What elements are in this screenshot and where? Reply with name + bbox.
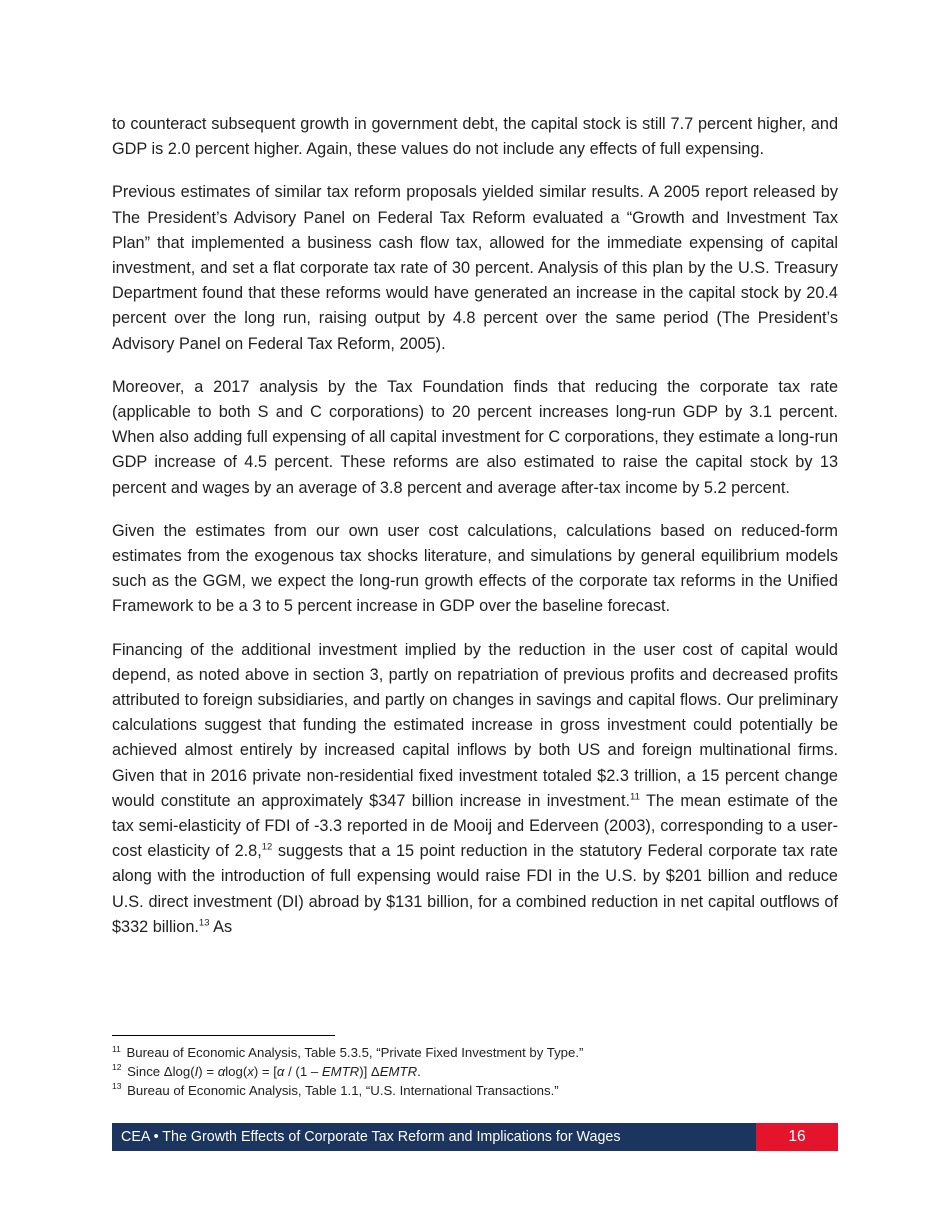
paragraph-3: Moreover, a 2017 analysis by the Tax Foundation finds that reducing the corporate tax rate (applicable to both S and C corporations) to 20 percent increases long-run GDP by 3.1 percent. When also adding full expensing of all capital investment for C corporations, they estimate a long-run GDP increase of 4.5 percent. These reforms are also estimated to raise the capital stock by 13 percent and wages by an average of 3.8 percent and average after-tax income by 5.2 percent. bbox=[112, 377, 838, 497]
formula-var: α bbox=[217, 1063, 226, 1079]
footnote-number: 13 bbox=[112, 1081, 122, 1092]
formula-text: ) = bbox=[198, 1063, 218, 1079]
footnote-13 bbox=[112, 1082, 838, 1101]
formula-text: ) = [ bbox=[253, 1063, 277, 1079]
paragraph-5-text-3: suggests that a 15 point reduction in the statutory Federal corporate tax rate along with the introduction of full expensing would raise FDI in the U.S. by $201 billion and reduce U.S. direct investment (DI) abroad by $131 billion, for a combined reduction in net capital outflows of $332 billion. bbox=[112, 842, 838, 936]
formula-var: I bbox=[194, 1063, 199, 1079]
footnote-text: Bureau of Economic Analysis, Table 5.3.5, “Private Fixed Investment by Type.” bbox=[126, 1045, 584, 1060]
footnote-number: 11 bbox=[112, 1043, 121, 1054]
page-footer bbox=[112, 1123, 838, 1151]
footnotes bbox=[112, 1044, 838, 1100]
footnote-ref-12[interactable]: 12 bbox=[261, 841, 273, 853]
paragraph-1: to counteract subsequent growth in government debt, the capital stock is still 7.7 percent higher, and GDP is 2.0 percent higher. Again, these values do not include any effects of full expensing. bbox=[112, 115, 838, 159]
formula-text: )] Δ bbox=[359, 1063, 380, 1079]
formula-text: . bbox=[417, 1063, 421, 1079]
formula-var: EMTR bbox=[379, 1063, 418, 1079]
footnote-ref-13[interactable]: 13 bbox=[198, 917, 210, 929]
paragraph-5-text-4: As bbox=[209, 917, 233, 936]
formula-text: Since Δlog( bbox=[127, 1063, 195, 1079]
formula-text: log( bbox=[225, 1063, 248, 1079]
footnote-11 bbox=[112, 1044, 838, 1063]
footnote-divider bbox=[112, 1035, 335, 1036]
footnote-ref-11[interactable]: 11 bbox=[630, 791, 640, 803]
paragraph-4: Given the estimates from our own user cost calculations, calculations based on reduced-form estimates from the exogenous tax shocks literature, and simulations by general equilibrium models such as the GGM, we expect the long-run growth effects of the corporate tax reforms in the Unified Framework to be a 3 to 5 percent increase in GDP over the baseline forecast. bbox=[112, 521, 838, 616]
formula-var: α bbox=[276, 1063, 285, 1079]
paragraph-5-text-1: Financing of the additional investment implied by the reduction in the user cost of capital would depend, as noted above in section 3, partly on repatriation of previous profits and decreased profits attributed to foreign subsidiaries, and partly on changes in savings and capital flows. Our preliminary calculations suggest that funding the estimated increase in gross investment could potentially be achieved almost entirely by increased capital inflows by both US and foreign multinational firms. Given that in 2016 private non-residential fixed investment totaled $2.3 trillion, a 15 percent change would constitute an approximately $347 billion increase in investment. bbox=[112, 640, 838, 810]
formula-text: / (1 – bbox=[284, 1063, 322, 1079]
paragraph-2: Previous estimates of similar tax reform proposals yielded similar results. A 2005 report released by The President’s Advisory Panel on Federal Tax Reform evaluated a “Growth and Investment Tax Plan” that implemented a business cash flow tax, allowed for the immediate expensing of capital investment, and set a flat corporate tax rate of 30 percent. Analysis of this plan by the U.S. Treasury Department found that these reforms would have generated an increase in the capital stock by 20.4 percent over the long run, raising output by 4.8 percent over the same period (The President’s Advisory Panel on Federal Tax Reform, 2005). bbox=[112, 183, 838, 353]
footnote-number: 12 bbox=[112, 1062, 122, 1073]
page-number: 16 bbox=[756, 1123, 838, 1151]
page-body bbox=[112, 112, 838, 958]
paragraph-5 bbox=[112, 638, 838, 940]
footer-title: CEA • The Growth Effects of Corporate Tax Reform and Implications for Wages bbox=[121, 1129, 621, 1145]
footnote-text: Bureau of Economic Analysis, Table 1.1, “U.S. International Transactions.” bbox=[127, 1082, 559, 1098]
footnote-12 bbox=[112, 1063, 838, 1082]
paragraph-5-text-2: The mean estimate of the tax semi-elasticity of FDI of -3.3 reported in de Mooij and Ederveen (2003), corresponding to a user-cost elasticity of 2.8, bbox=[112, 791, 838, 861]
formula-var: x bbox=[247, 1063, 254, 1079]
formula-var: EMTR bbox=[321, 1063, 360, 1079]
